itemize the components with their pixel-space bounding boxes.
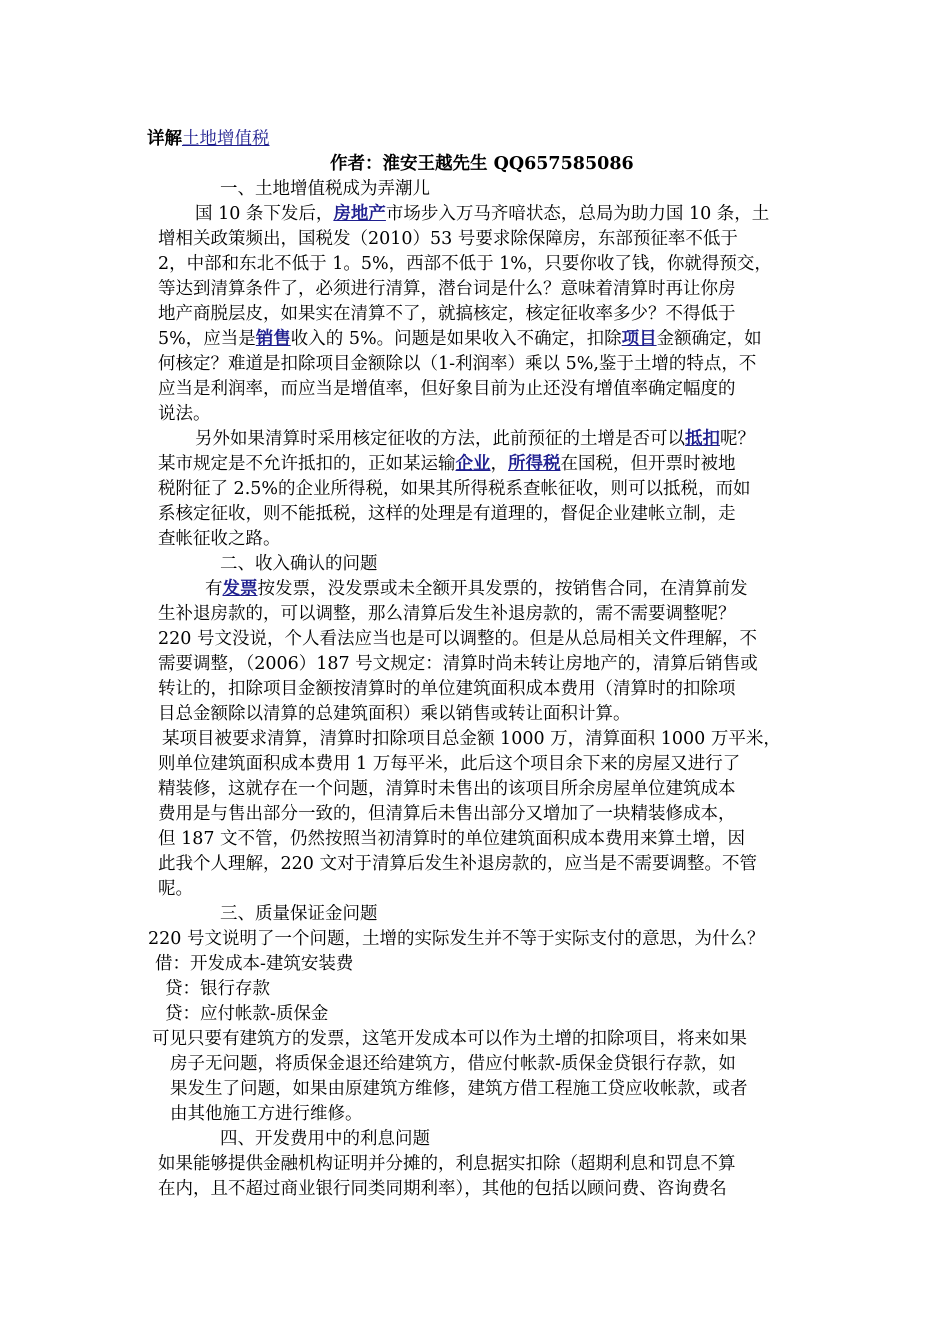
s2-p2-line-5: 但 187 文不管，仍然按照当初清算时的单位建筑面积成本费用来算土增，因 [158, 829, 746, 849]
author-line: 作者：淮安王越先生 QQ657585086 [330, 154, 634, 174]
document-title [147, 127, 270, 151]
s3-p1-line-2: 房子无问题，将质保金退还给建筑方，借应付帐款-质保金贷银行存款，如 [170, 1054, 736, 1074]
s4-line-1: 如果能够提供金融机构证明并分摊的，利息据实扣除（超期利息和罚息不算 [158, 1154, 736, 1174]
s3-entry-credit-bank: 贷：银行存款 [165, 979, 270, 999]
s2-p1-line-3: 220 号文没说，个人看法应当也是可以调整的。但是从总局相关文件理解，不 [158, 629, 757, 649]
link-income-tax[interactable]: 所得税 [508, 454, 561, 474]
s3-line-1: 220 号文说明了一个问题，土增的实际发生并不等于实际支付的意思，为什么？ [148, 929, 765, 949]
section-2-heading: 二、收入确认的问题 [220, 554, 378, 574]
link-enterprise[interactable]: 企业 [455, 454, 491, 474]
s1-p1-line-7: 何核定？难道是扣除项目金额除以（1-利润率）乘以 5%,鉴于土增的特点，不 [158, 354, 757, 374]
title-prefix: 详解 [147, 129, 182, 149]
s4-line-2: 在内，且不超过商业银行同类同期利率），其他的包括以顾问费、咨询费名 [158, 1179, 727, 1199]
link-invoice[interactable]: 发票 [222, 579, 258, 599]
s1-p1-line-5: 地产商脱层皮，如果实在清算不了，就搞核定，核定征收率多少？不得低于 [158, 304, 736, 324]
s2-p2-line-4: 费用是与售出部分一致的，但清算后未售出部分又增加了一块精装修成本， [158, 804, 736, 824]
s2-p1-line-5: 转让的，扣除项目金额按清算时的单位建筑面积成本费用（清算时的扣除项 [158, 679, 736, 699]
s1-p1-line-9: 说法。 [158, 404, 211, 424]
s2-p1-line-2: 生补退房款的，可以调整，那么清算后发生补退房款的，需不需要调整呢？ [158, 604, 736, 624]
link-sales[interactable]: 销售 [255, 329, 291, 349]
s3-entry-credit-payable: 贷：应付帐款-质保金 [165, 1004, 329, 1024]
s2-p2-line-7: 呢。 [158, 879, 193, 899]
s2-p2-line-3: 精装修，这就存在一个问题，清算时未售出的该项目所余房屋单位建筑成本 [158, 779, 736, 799]
s1-p1-line-4: 等达到清算条件了，必须进行清算，潜台词是什么？意味着清算时再让你房 [158, 279, 736, 299]
s2-p2-line-6: 此我个人理解，220 文对于清算后发生补退房款的，应当是不需要调整。不管 [158, 854, 757, 874]
s3-p1-line-4: 由其他施工方进行维修。 [170, 1104, 363, 1124]
title-link[interactable]: 土地增值税 [182, 129, 270, 149]
link-project[interactable]: 项目 [621, 329, 657, 349]
s3-p1-line-1: 可见只要有建筑方的发票，这笔开发成本可以作为土增的扣除项目，将来如果 [152, 1029, 747, 1049]
s1-p2-line-2: 某市规定是不允许抵扣的，正如某运输企业，所得税在国税，但开票时被地 [158, 454, 736, 474]
section-1-heading: 一、土地增值税成为弄潮儿 [220, 179, 430, 199]
s1-p1-line-6: 5%，应当是销售收入的 5%。问题是如果收入不确定，扣除项目金额确定，如 [158, 329, 762, 349]
s2-p1-line-4: 需要调整，（2006）187 号文规定：清算时尚未转让房地产的，清算后销售或 [158, 654, 758, 674]
s1-p1-line-3: 2，中部和东北不低于 1。5%，西部不低于 1%，只要你收了钱，你就得预交， [158, 254, 772, 274]
s1-p2-line-1: 另外如果清算时采用核定征收的方法，此前预征的土增是否可以抵扣呢？ [195, 429, 755, 449]
s1-p1-line-1: 国 10 条下发后，房地产市场步入万马齐喑状态，总局为助力国 10 条，土 [195, 204, 770, 224]
s3-entry-debit: 借：开发成本-建筑安装费 [155, 954, 354, 974]
s2-p2-line-1: 某项目被要求清算，清算时扣除项目总金额 1000 万，清算面积 1000 万平米， [162, 729, 781, 749]
s1-p2-line-3: 税附征了 2.5%的企业所得税，如果其所得税系查帐征收，则可以抵税，而如 [158, 479, 751, 499]
s2-p1-line-1: 有发票按发票，没发票或未全额开具发票的，按销售合同，在清算前发 [205, 579, 748, 599]
s2-p2-line-2: 则单位建筑面积成本费用 1 万每平米，此后这个项目余下来的房屋又进行了 [158, 754, 741, 774]
section-4-heading: 四、开发费用中的利息问题 [220, 1129, 430, 1149]
s3-p1-line-3: 果发生了问题，如果由原建筑方维修，建筑方借工程施工贷应收帐款，或者 [170, 1079, 748, 1099]
s1-p1-line-2: 增相关政策频出，国税发（2010）53 号要求除保障房，东部预征率不低于 [158, 229, 738, 249]
s1-p2-line-5: 查帐征收之路。 [158, 529, 281, 549]
s1-p2-line-4: 系核定征收，则不能抵税，这样的处理是有道理的，督促企业建帐立制，走 [158, 504, 736, 524]
s1-p1-line-8: 应当是利润率，而应当是增值率，但好象目前为止还没有增值率确定幅度的 [158, 379, 736, 399]
link-real-estate[interactable]: 房地产 [333, 204, 386, 224]
section-3-heading: 三、质量保证金问题 [220, 904, 378, 924]
s2-p1-line-6: 目总金额除以清算的总建筑面积）乘以销售或转让面积计算。 [158, 704, 631, 724]
link-deduction[interactable]: 抵扣 [685, 429, 720, 449]
